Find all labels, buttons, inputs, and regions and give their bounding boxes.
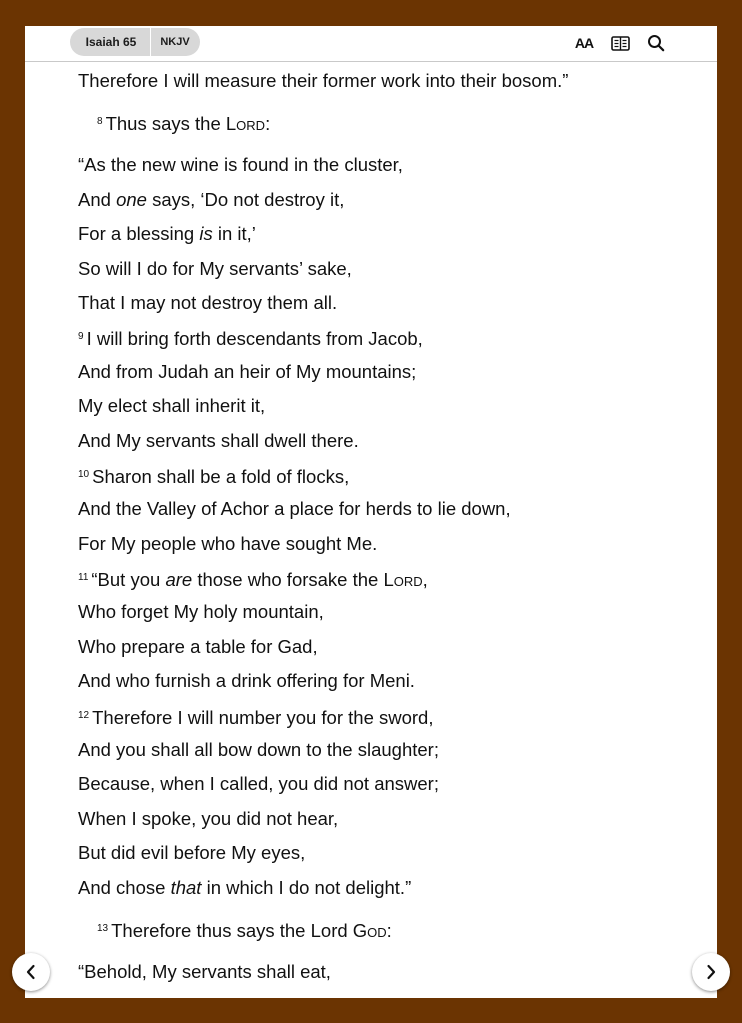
verse-number[interactable]: 12 — [78, 709, 90, 721]
chevron-right-icon — [705, 964, 717, 980]
reader-mode-button[interactable] — [610, 34, 630, 52]
verse-line: “Behold, My servants shall eat, — [78, 960, 331, 982]
verse-line: $^{11}$ “But you are those who forsake the Lord, — [78, 569, 428, 591]
search-icon — [647, 34, 665, 52]
text-size-icon: AA — [574, 35, 594, 51]
verse-line: Because, when I called, you did not answer; — [78, 773, 439, 795]
top-toolbar — [25, 26, 717, 62]
verse-line: But did evil before My eyes, — [78, 842, 306, 864]
verse-line: And who furnish a drink offering for Meni. — [78, 670, 415, 692]
next-chapter-button[interactable] — [692, 953, 730, 991]
version-button[interactable]: NKJV — [150, 28, 200, 56]
verse-number[interactable]: 8 — [97, 116, 103, 128]
verse-line: $^{10}$ Sharon shall be a fold of flocks, — [78, 465, 350, 487]
verse-line: “As the new wine is found in the cluster, — [78, 154, 403, 176]
verse-line: Therefore I will measure their former work into their bosom.” — [78, 70, 569, 91]
verse-line: And chose that in which I do not delight.” — [78, 876, 412, 898]
verse-line: That I may not destroy them all. — [78, 291, 338, 313]
verse-line: For a blessing is in it,’ — [78, 223, 256, 245]
previous-chapter-button[interactable] — [12, 953, 50, 991]
verse-heading: $^8$ Thus says the Lord: — [97, 113, 271, 135]
verse-number[interactable]: 11 — [78, 572, 89, 584]
verse-heading: $^{13}$ Therefore thus says the Lord God: — [97, 919, 392, 941]
verse-line: And one says, ‘Do not destroy it, — [78, 188, 345, 210]
reader-page — [25, 26, 717, 998]
verse-line: Who forget My holy mountain, — [78, 601, 324, 623]
verse-line: For My people who have sought Me. — [78, 532, 378, 554]
verse-number[interactable]: 9 — [78, 331, 84, 343]
verse-line: So will I do for My servants’ sake, — [78, 257, 352, 279]
verse-line: When I spoke, you did not hear, — [78, 807, 339, 829]
book-chapter-button[interactable]: Isaiah 65 — [85, 35, 137, 49]
verse-line: $^9$ I will bring forth descendants from Jacob, — [78, 328, 423, 350]
verse-line: $^{12}$ Therefore I will number you for the sword, — [78, 706, 434, 728]
verse-line: And from Judah an heir of My mountains; — [78, 360, 417, 382]
chevron-left-icon — [25, 964, 37, 980]
book-version-selector — [70, 28, 200, 56]
text-size-button[interactable] — [574, 34, 594, 52]
search-button[interactable] — [646, 34, 666, 52]
verse-line: And you shall all bow down to the slaughter; — [78, 739, 439, 761]
verse-line: And My servants shall dwell there. — [78, 429, 359, 451]
verse-line: My elect shall inherit it, — [78, 395, 266, 417]
verse-number[interactable]: 10 — [78, 468, 90, 480]
verse-line: Who prepare a table for Gad, — [78, 635, 318, 657]
verse-line: And the Valley of Achor a place for herds to lie down, — [78, 498, 511, 520]
verse-number[interactable]: 13 — [97, 922, 109, 934]
passage-text — [78, 64, 698, 989]
reader-icon — [611, 36, 630, 51]
